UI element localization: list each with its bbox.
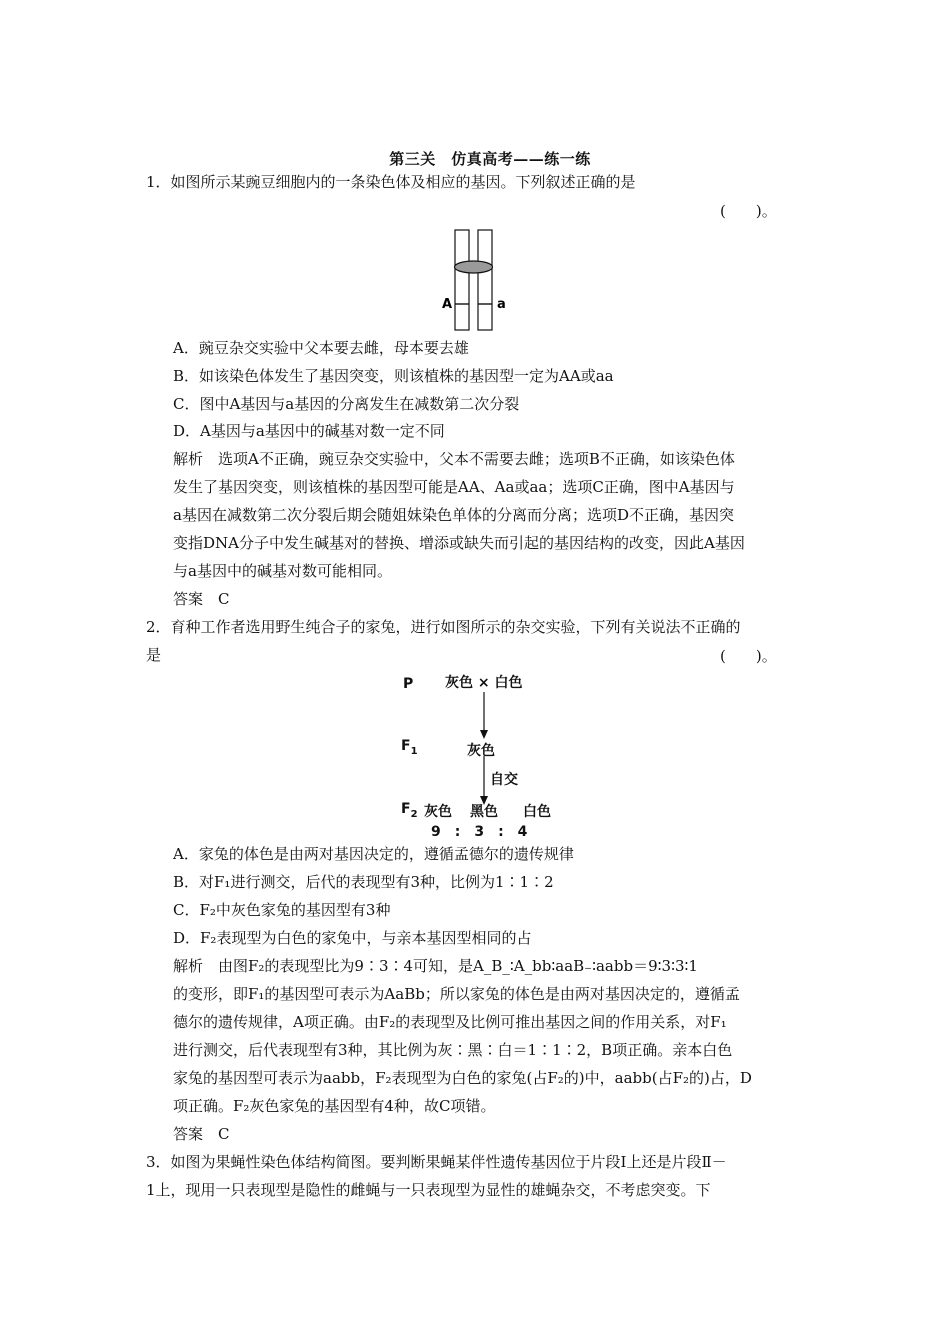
q3-stem: 3．如图为果蝇性染色体结构简图。要判断果蝇某伴性遗传基因位于片段Ⅰ上还是片段Ⅱ－ — [146, 1153, 727, 1171]
cross-f2-phenotype-white: 白色 — [523, 804, 551, 820]
q2-option-b: B．对F₁进行测交，后代的表现型有3种，比例为1∶1∶2 — [173, 873, 554, 891]
chromosome-figure — [430, 225, 530, 335]
q2-answer: 答案 C — [173, 1125, 230, 1143]
q2-analysis-line: 进行测交，后代表现型有3种，其比例为灰∶黑∶白＝1∶1∶2，B项正确。亲本白色 — [173, 1041, 733, 1059]
q1-answer: 答案 C — [173, 590, 230, 608]
q2-stem-continued: 是 — [146, 646, 162, 664]
page-title: 第三关 仿真高考——练一练 — [389, 150, 591, 168]
q2-analysis-line: 德尔的遗传规律，A项正确。由F₂的表现型及比例可推出基因之间的作用关系，对F₁ — [173, 1013, 727, 1031]
q1-analysis-line: a基因在减数第二次分裂后期会随姐妹染色单体的分离而分离；选项D不正确，基因突 — [173, 506, 734, 524]
cross-f2-label: $F_2$ — [401, 801, 418, 820]
cross-f2-phenotype-gray: 灰色 — [424, 804, 452, 820]
gene-label-A: A — [442, 297, 453, 312]
cross-p-label: P — [403, 676, 414, 692]
cross-p-phenotypes: 灰色 × 白色 — [445, 675, 523, 691]
chromatid-left — [455, 230, 469, 330]
q2-analysis-line: 项正确。F₂灰色家兔的基因型有4种，故C项错。 — [173, 1097, 496, 1115]
q1-answer-paren: ( )。 — [720, 202, 777, 220]
cross-f1-phenotype: 灰色 — [467, 743, 495, 759]
q2-option-c: C．F₂中灰色家兔的基因型有3种 — [173, 901, 391, 919]
q1-option-a: A．豌豆杂交实验中父本要去雌，母本要去雄 — [173, 339, 469, 357]
cross-f2-phenotype-black: 黑色 — [470, 804, 498, 820]
gene-label-a: a — [497, 297, 506, 312]
q1-option-d: D．A基因与a基因中的碱基对数一定不同 — [173, 422, 445, 440]
q1-option-b: B．如该染色体发生了基因突变，则该植株的基因型一定为AA或aa — [173, 367, 614, 385]
cross-f1-label: $F_1$ — [401, 738, 418, 757]
q2-option-a: A．家兔的体色是由两对基因决定的，遵循孟德尔的遗传规律 — [173, 845, 574, 863]
cross-self-label: 自交 — [490, 772, 518, 788]
q1-analysis-line: 与a基因中的碱基对数可能相同。 — [173, 562, 392, 580]
q2-option-d: D．F₂表现型为白色的家兔中，与亲本基因型相同的占 — [173, 929, 532, 947]
q1-analysis-line: 变指DNA分子中发生碱基对的替换、增添或缺失而引起的基因结构的改变，因此A基因 — [173, 534, 745, 552]
q2-analysis-line: 解析 由图F₂的表现型比为9∶3∶4可知，是A_B_∶A_bb∶aaB₋∶aabb＝9∶3∶3∶1 — [173, 957, 698, 975]
chromatid-right — [478, 230, 492, 330]
q2-analysis-line: 的变形，即F₁的基因型可表示为AaBb；所以家兔的体色是由两对基因决定的，遵循孟 — [173, 985, 740, 1003]
q3-stem-continued: 1上，现用一只表现型是隐性的雌蝇与一只表现型为显性的雄蝇杂交，不考虑突变。下 — [146, 1181, 711, 1199]
q1-stem: 1．如图所示某豌豆细胞内的一条染色体及相应的基因。下列叙述正确的是 — [146, 173, 636, 191]
q1-analysis-line: 发生了基因突变，则该植株的基因型可能是AA、Aa或aa；选项C正确，图中A基因与 — [173, 478, 735, 496]
q2-answer-paren: ( )。 — [720, 647, 777, 665]
q1-analysis-line: 解析 选项A不正确，豌豆杂交实验中，父本不需要去雌；选项B不正确，如该染色体 — [173, 450, 735, 468]
q1-option-c: C．图中A基因与a基因的分离发生在减数第二次分裂 — [173, 395, 520, 413]
cross-f2-ratio: 9 : 3 : 4 — [431, 824, 528, 840]
q2-stem: 2．育种工作者选用野生纯合子的家兔，进行如图所示的杂交实验，下列有关说法不正确的 — [146, 618, 741, 636]
q2-analysis-line: 家兔的基因型可表示为aabb，F₂表现型为白色的家兔(占F₂的)中，aabb(占F₂的)占，D — [173, 1069, 752, 1087]
centromere — [455, 261, 493, 273]
arrowhead-p-to-f1 — [480, 730, 488, 739]
